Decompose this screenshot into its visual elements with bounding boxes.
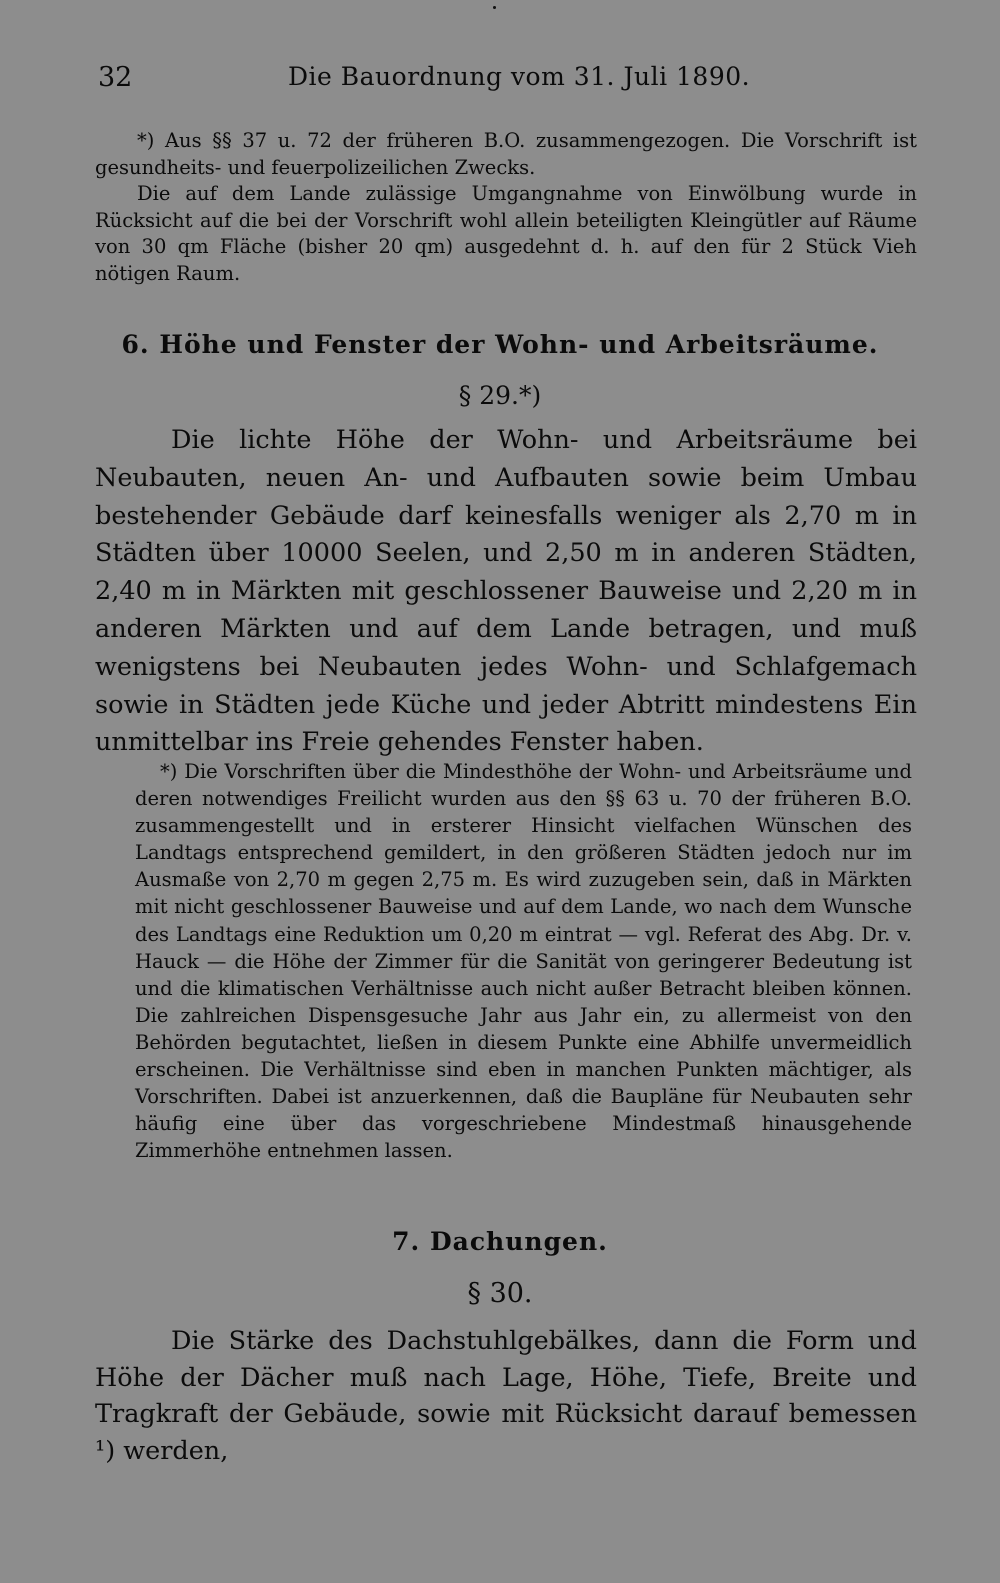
paragraph-30-text: Die Stärke des Dachstuhlgebälkes, dann die Form und Höhe der Dächer muß nach Lage, Höhe, Tiefe, Breite und Tragkraft der Gebäude, sowie mit Rücksicht darauf bemessen ¹) werden, <box>95 1326 917 1466</box>
footnote-29-text: *) Die Vorschriften über die Mindesthöhe der Wohn- und Arbeitsräume und deren notwendiges Freilicht wurden aus den §§ 63 u. 70 der früheren B.O. zusammengestellt und in ersterer Hinsicht vielfachen Wünschen des Landtags entsprechend gemildert, in den größeren Städten jedoch nur im Ausmaße von 2,70 m gegen 2,75 m. Es wird zuzugeben sein, daß in Märkten mit nicht geschlossener Bauweise und auf dem Lande, wo nach dem Wunsche des Landtags eine Reduktion um 0,20 m eintrat — vgl. Referat des Abg. Dr. v. Hauck — die Höhe der Zimmer für die Sanität von geringerer Bedeutung ist und die klimatischen Verhältnisse auch nicht außer Betracht bleiben können. Die zahlreichen Dispensgesuche Jahr aus Jahr ein, zu allermeist von den Behörden begutachtet, ließen in diesem Punkte eine Abhilfe unvermeidlich erscheinen. Die Verhältnisse sind eben in manchen Punkten mächtiger, als Vorschriften. Dabei ist anzuerkennen, daß die Baupläne für Neubauten sehr häufig eine über das vorgeschriebene Mindestmaß hinausgehende Zimmerhöhe entnehmen lassen. <box>135 760 912 1163</box>
footnote-top-para-2: Die auf dem Lande zulässige Umgangnahme von Einwölbung wurde in Rücksicht auf die bei der Vorschrift wohl allein beteiligten Kleingütler auf Räume von 30 qm Fläche (bisher 20 qm) ausgedehnt d. h. auf den für 2 Stück Vieh nötigen Raum. <box>95 182 917 285</box>
footnote-top-para-1: *) Aus §§ 37 u. 72 der früheren B.O. zusammengezogen. Die Vorschrift ist gesundheits- und feuerpolizeilichen Zwecks. <box>95 129 917 179</box>
paragraph-30-mark: § 30. <box>467 1278 533 1309</box>
paragraph-29-text: Die lichte Höhe der Wohn- und Arbeitsräume bei Neubauten, neuen An- und Aufbauten sowie beim Umbau bestehender Gebäude darf keinesfalls weniger als 2,70 m in Städten über 10000 Seelen, und 2,50 m in anderen Städten, 2,40 m in Märkten mit geschlossener Bauweise und 2,20 m in anderen Märkten und auf dem Lande betragen, und muß wenigstens bei Neubauten jedes Wohn- und Schlafgemach sowie in Städten jede Küche und jeder Abtritt mindestens Ein unmittelbar ins Freie gehendes Fenster haben. <box>95 425 917 758</box>
page-header <box>98 62 918 102</box>
section-6-heading: 6. Höhe und Fenster der Wohn- und Arbeitsräume. <box>121 330 879 359</box>
section-7-heading: 7. Dachungen. <box>392 1227 608 1256</box>
paragraph-29-body <box>95 422 917 762</box>
page-number: 32 <box>98 62 133 93</box>
running-title: Die Bauordnung vom 31. Juli 1890. <box>288 62 751 91</box>
footnote-29 <box>135 758 912 1164</box>
paragraph-29-mark: § 29.*) <box>458 381 542 410</box>
print-speck <box>493 6 496 9</box>
footnote-top <box>95 128 917 287</box>
paragraph-30-body <box>95 1323 917 1469</box>
